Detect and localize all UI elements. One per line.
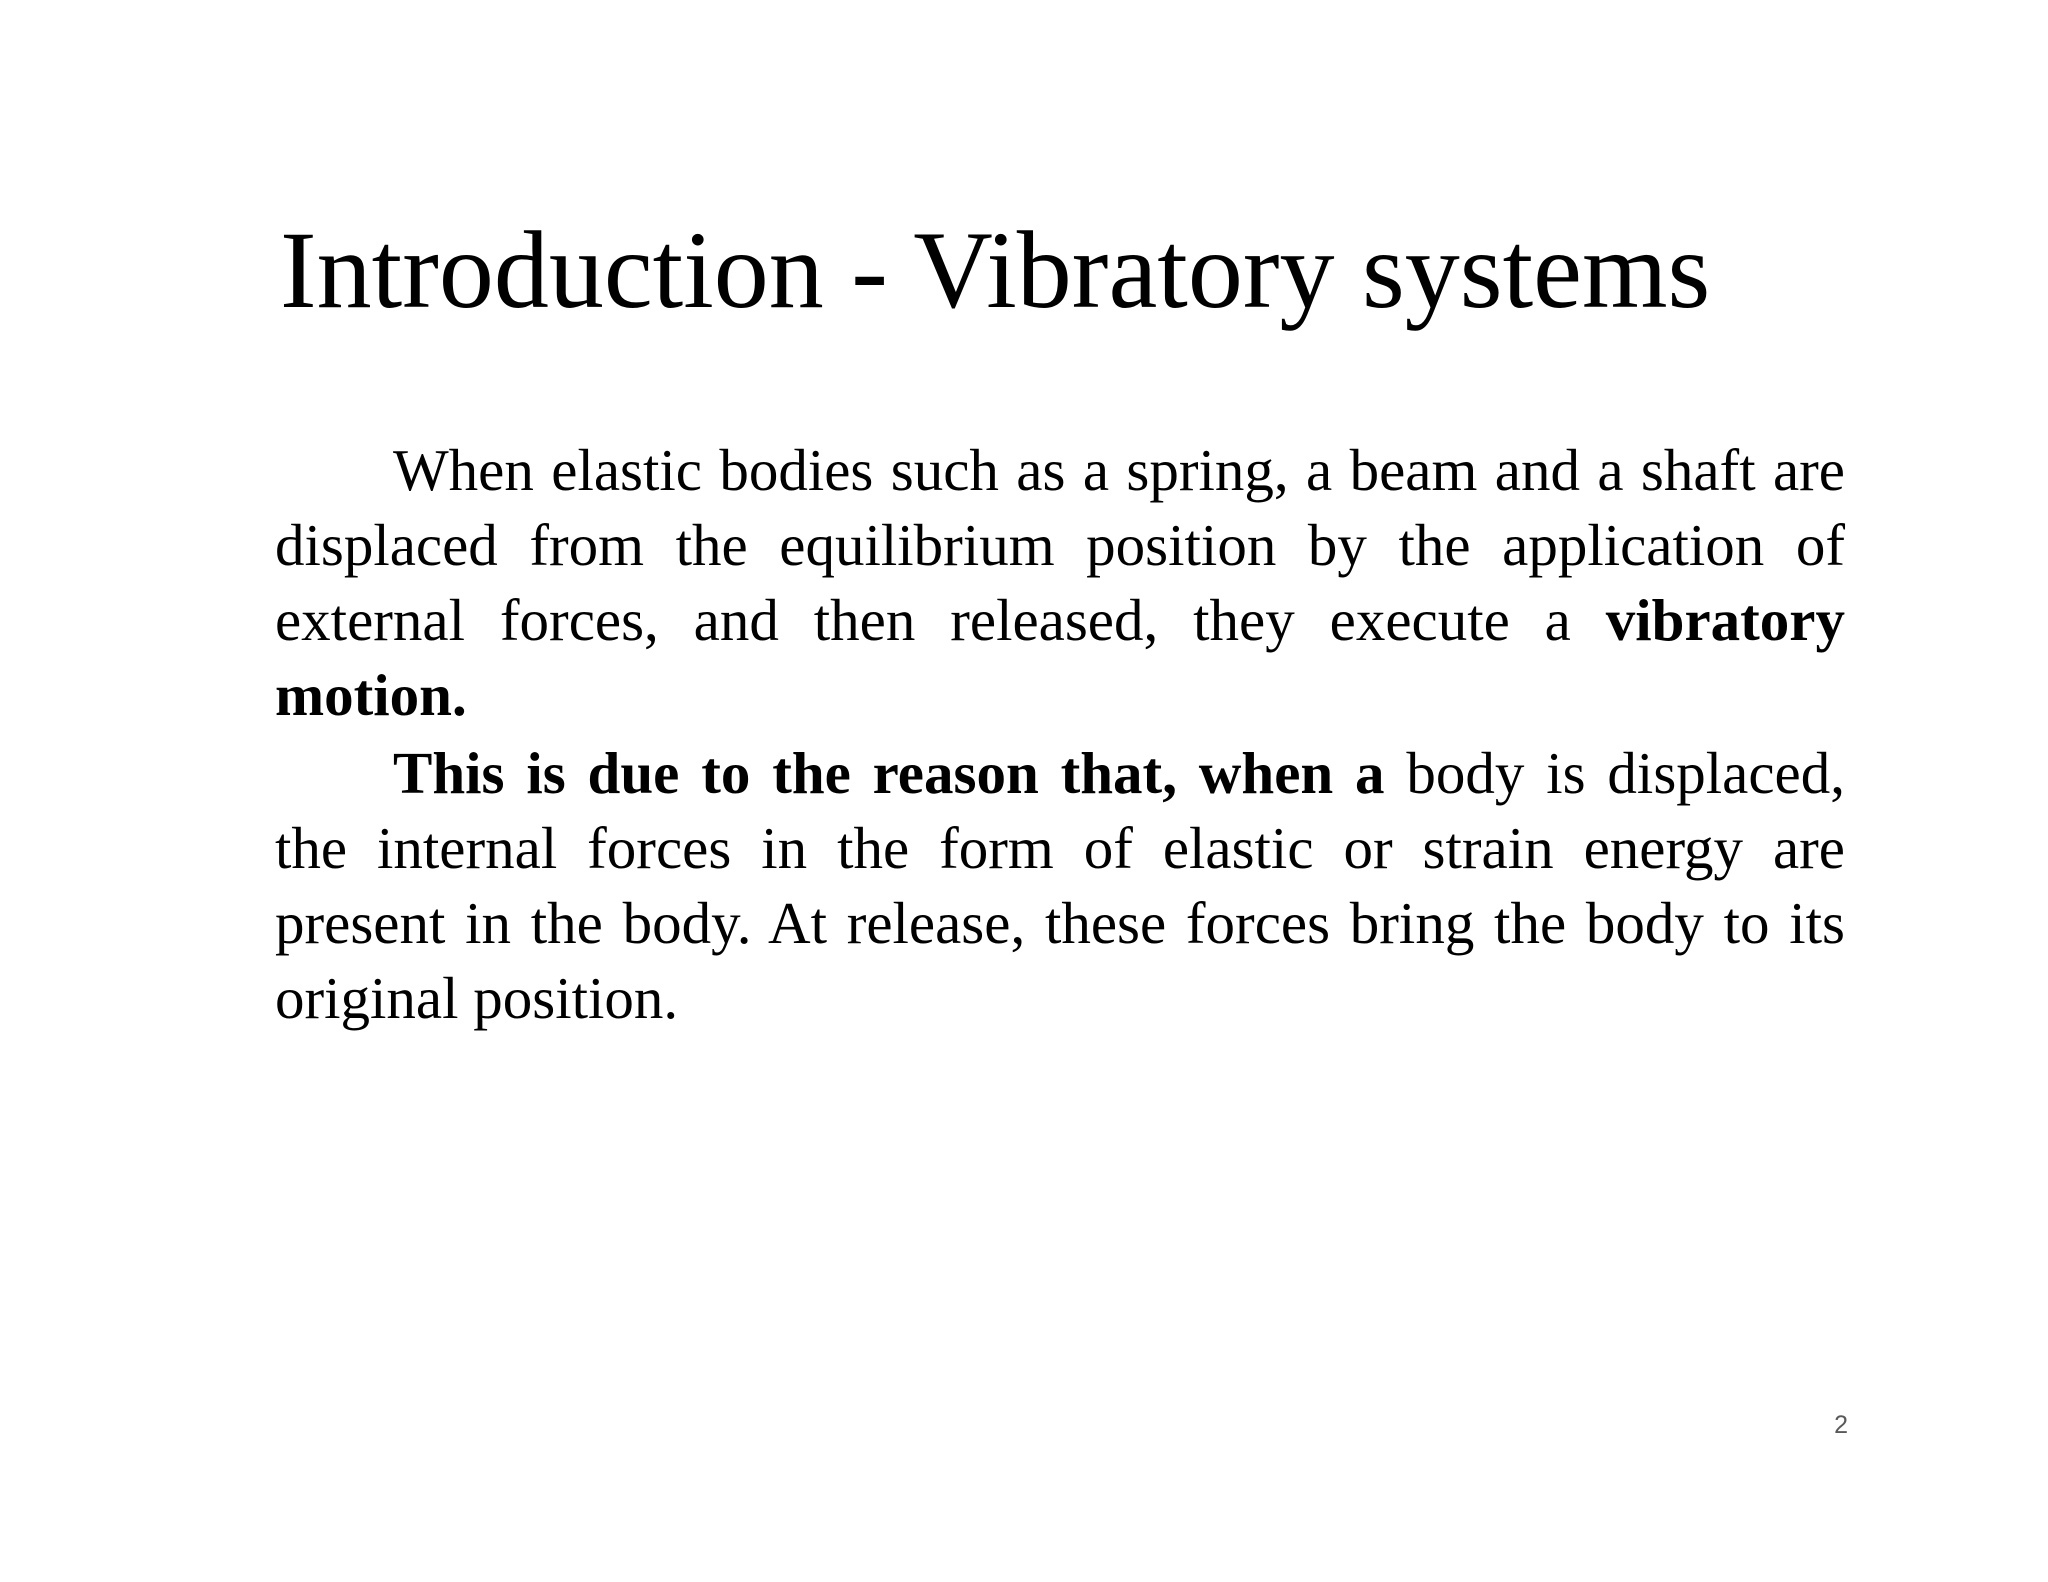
- paragraph-reason: [275, 736, 1845, 1036]
- page-number: 2: [1834, 1411, 1848, 1439]
- slide-title: Introduction - Vibratory systems: [280, 209, 1711, 331]
- paragraph-1-bold-term: vibratory motion.: [275, 587, 1845, 728]
- paragraph-vibratory-motion: [275, 433, 1845, 733]
- paragraph-2-bold-lead: This is due to the reason that, when a: [393, 740, 1385, 806]
- slide-body: [275, 433, 1845, 1039]
- paragraph-2-text: body is displaced, the internal forces in the form of elastic or strain energy are present in the body. At release, these forces bring the body to its original position.: [275, 740, 1845, 1031]
- paragraph-1-text: When elastic bodies such as a spring, a beam and a shaft are displaced from the equilibrium position by the application of external forces, and then released, they execute a: [275, 437, 1845, 653]
